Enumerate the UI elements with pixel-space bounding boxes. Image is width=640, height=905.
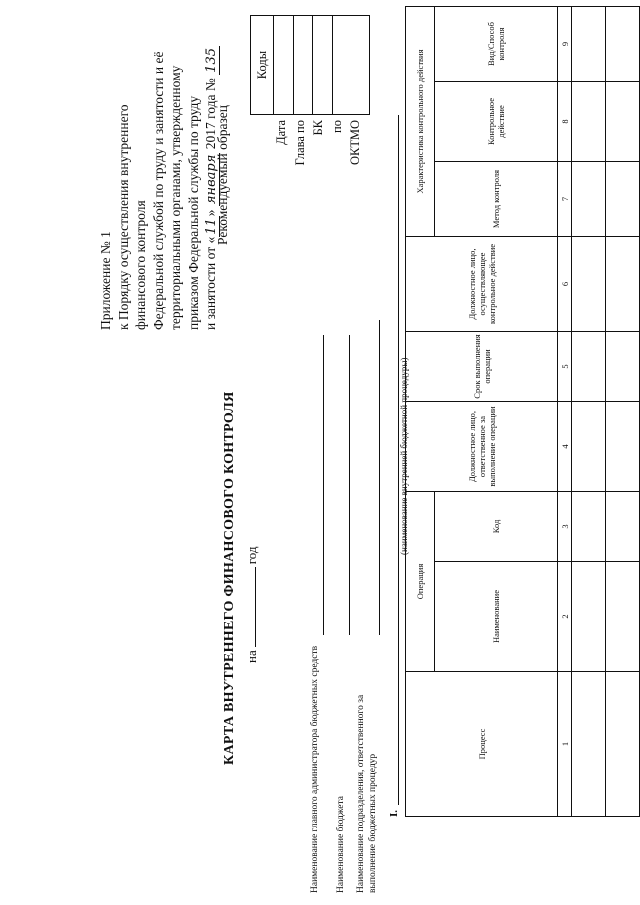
field-line-budget bbox=[349, 335, 350, 635]
code-cell-chapter bbox=[294, 16, 314, 114]
table-cell bbox=[572, 82, 606, 162]
table-cell bbox=[606, 672, 640, 817]
table-cell bbox=[572, 6, 606, 81]
header-responsible: Должностное лицо, ответственное за выполнение операции bbox=[406, 402, 558, 492]
table-row bbox=[572, 6, 606, 816]
header-controller: Должностное лицо, осуществляющее контрольное действие bbox=[406, 237, 558, 332]
header-op-code: Код bbox=[435, 492, 558, 562]
field-label-unit-2: выполнение бюджетных процедур bbox=[368, 753, 378, 893]
table-cell bbox=[572, 672, 606, 817]
field-label-unit: Наименование подразделения, ответственного за bbox=[356, 694, 366, 893]
code-cell-date bbox=[274, 16, 294, 114]
order-prefix: и занятости от « bbox=[203, 236, 218, 330]
appendix-line: к Порядку осуществления внутреннего bbox=[115, 104, 131, 330]
appendix-line: Федеральной службой по труду и занятости и её bbox=[150, 51, 166, 330]
year-line bbox=[244, 543, 260, 663]
appendix-line: приказом Федеральной службы по труду bbox=[185, 95, 201, 330]
header-process: Процесс bbox=[406, 672, 558, 817]
appendix-line: финансового контроля bbox=[133, 200, 148, 330]
column-numbers-row bbox=[558, 6, 572, 816]
table-cell bbox=[606, 162, 640, 237]
table-cell bbox=[606, 237, 640, 332]
code-label: Дата bbox=[274, 120, 288, 145]
order-year-text: 2017 года № bbox=[203, 78, 218, 150]
table-cell bbox=[606, 332, 640, 402]
table-cell bbox=[572, 162, 606, 237]
order-month: января bbox=[204, 154, 219, 205]
appendix-line: территориальными органами, утвержденному bbox=[168, 65, 183, 330]
table-cell bbox=[606, 6, 640, 81]
table-row bbox=[606, 6, 640, 816]
header-operation: Операция bbox=[406, 492, 435, 672]
table-cell bbox=[606, 82, 640, 162]
field-label-admin: Наименование главного администратора бюджетных средств bbox=[310, 645, 320, 893]
column-number: 3 bbox=[558, 492, 572, 562]
column-number: 6 bbox=[558, 237, 572, 332]
table-cell bbox=[606, 562, 640, 672]
page-title: КАРТА ВНУТРЕННЕГО ФИНАНСОВОГО КОНТРОЛЯ bbox=[222, 391, 237, 765]
code-cell-bk bbox=[313, 16, 333, 114]
appendix-line: Приложение № 1 bbox=[98, 231, 113, 330]
recommended-sample: Рекомендуемый образец bbox=[215, 104, 230, 245]
code-label: БК bbox=[311, 120, 325, 136]
table-header-row bbox=[406, 6, 435, 816]
code-cell-oktmo bbox=[333, 16, 352, 114]
codes-labels bbox=[272, 120, 365, 225]
column-number: 9 bbox=[558, 6, 572, 81]
header-op-name: Наименование bbox=[435, 562, 558, 672]
table-cell bbox=[606, 402, 640, 492]
column-number: 8 bbox=[558, 82, 572, 162]
header-method: Метод контроля bbox=[435, 162, 558, 237]
field-label-budget: Наименование бюджета bbox=[336, 796, 346, 893]
header-control-action: Контрольное действие bbox=[435, 82, 558, 162]
code-label: ОКТМО bbox=[348, 120, 362, 165]
appendix-block bbox=[97, 10, 221, 330]
field-line-unit bbox=[379, 320, 380, 635]
column-number: 1 bbox=[558, 672, 572, 817]
column-number: 2 bbox=[558, 562, 572, 672]
table-cell bbox=[572, 562, 606, 672]
year-prefix: на bbox=[244, 650, 259, 663]
column-number: 5 bbox=[558, 332, 572, 402]
procedure-note: (наименование внутренней бюджетной процедуры) bbox=[399, 357, 409, 555]
section-number: I. bbox=[388, 809, 400, 817]
field-line-admin bbox=[323, 335, 324, 635]
table-cell bbox=[606, 492, 640, 562]
year-blank bbox=[255, 567, 256, 647]
order-day: 11 bbox=[204, 218, 219, 235]
header-type-way: Вид/Способ контроля bbox=[435, 6, 558, 81]
code-label: Глава по bbox=[292, 120, 307, 166]
column-number: 7 bbox=[558, 162, 572, 237]
codes-header: Коды bbox=[251, 16, 274, 114]
code-label: по bbox=[329, 120, 344, 133]
order-mid: » bbox=[203, 209, 218, 217]
year-suffix: год bbox=[244, 546, 259, 565]
header-characteristics: Характеристика контрольного действия bbox=[406, 6, 435, 236]
table-cell bbox=[572, 237, 606, 332]
header-deadline: Срок выполнения операции bbox=[406, 332, 558, 402]
column-number: 4 bbox=[558, 402, 572, 492]
control-map-table bbox=[405, 6, 640, 817]
table-cell bbox=[572, 492, 606, 562]
table-cell bbox=[572, 332, 606, 402]
table-cell bbox=[572, 402, 606, 492]
codes-box bbox=[250, 15, 370, 115]
order-number: 135 bbox=[204, 48, 219, 73]
